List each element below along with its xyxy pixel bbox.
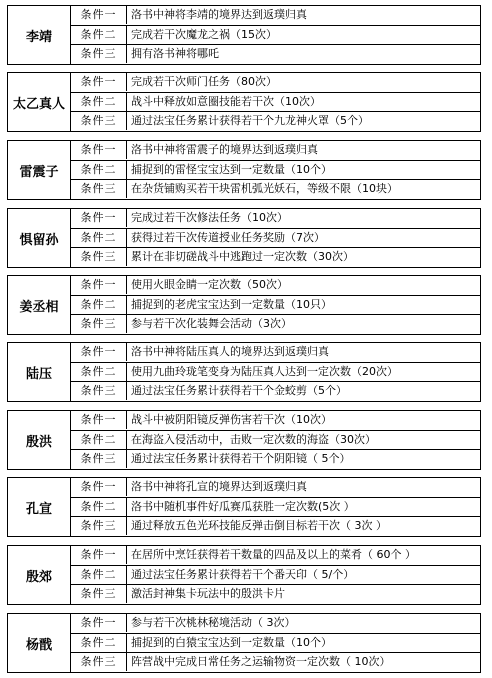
condition-text: 阵营战中完成日常任务之运输物资一定次数（ 10次） [131, 655, 391, 668]
condition-row [71, 314, 480, 333]
condition-rows [71, 6, 480, 64]
condition-text: 洛书中神将陆压真人的境界达到返璞归真 [131, 345, 329, 358]
character-name: 李靖 [8, 6, 71, 64]
condition-label: 条件一 [71, 73, 127, 91]
condition-rows [71, 614, 480, 672]
condition-row [71, 179, 480, 198]
character-block [7, 140, 481, 200]
condition-text: 使用九曲玲珑笔变身为陆压真人达到一定次数（20次） [131, 365, 398, 378]
condition-text: 获得过若干次传道授业任务奖励（7次） [131, 231, 325, 244]
condition-text: 通过法宝任务累计获得若干个九龙神火罩（5个） [131, 114, 369, 127]
condition-label: 条件一 [71, 343, 127, 361]
condition-text: 参与若干次桃林秘境活动（ 3次） [131, 616, 296, 629]
condition-row [71, 411, 480, 429]
character-name: 姜丞相 [8, 276, 71, 334]
condition-text: 参与若干次化装舞会活动（3次） [131, 317, 292, 330]
condition-row [71, 228, 480, 247]
condition-text: 完成过若干次修法任务（10次） [131, 211, 288, 224]
condition-label: 条件一 [71, 614, 127, 632]
condition-text: 累计在非切磋战斗中逃跑过一定次数（30次） [131, 250, 354, 263]
character-name: 太乙真人 [8, 73, 71, 131]
condition-row [71, 141, 480, 159]
condition-text: 通过法宝任务累计获得若干个阴阳镜（ 5个） [131, 452, 351, 465]
condition-row [71, 449, 480, 468]
condition-text: 通过法宝任务累计获得若干个番天印（ 5/个） [131, 568, 355, 581]
condition-row [71, 478, 480, 496]
condition-text: 捕捉到的白猿宝宝达到一定数量（10个） [131, 636, 332, 649]
condition-row [71, 6, 480, 24]
condition-text: 在杂货铺购买若干块雷机弧光妖石，等级不限（10块） [131, 182, 398, 195]
condition-label: 条件二 [71, 566, 127, 584]
condition-text: 在居所中烹饪获得若干数量的四品及以上的菜肴（ 60个 ） [131, 548, 416, 561]
condition-rows [71, 478, 480, 536]
condition-label: 条件三 [71, 517, 127, 535]
condition-text: 完成若干次魔龙之祸（15次） [131, 28, 277, 41]
character-name: 陆压 [8, 343, 71, 401]
condition-row [71, 584, 480, 603]
character-block [7, 545, 481, 605]
character-block [7, 410, 481, 470]
condition-rows [71, 209, 480, 267]
character-block [7, 275, 481, 335]
character-block [7, 342, 481, 402]
condition-label: 条件三 [71, 585, 127, 603]
condition-text: 通过法宝任务累计获得若干个金蛟剪（5个） [131, 384, 347, 397]
condition-text: 拥有洛书神将哪吒 [131, 47, 219, 60]
condition-text: 洛书中神将孔宣的境界达到返璞归真 [131, 480, 307, 493]
condition-label: 条件二 [71, 93, 127, 111]
condition-row [71, 652, 480, 671]
condition-text: 战斗中被阴阳镜反弹伤害若干次（10次） [131, 413, 332, 426]
condition-label: 条件三 [71, 315, 127, 333]
character-name: 杨戬 [8, 614, 71, 672]
condition-label: 条件二 [71, 634, 127, 652]
character-name: 雷震子 [8, 141, 71, 199]
condition-text: 在海盗入侵活动中，击败一定次数的海盗（30次） [131, 433, 376, 446]
condition-text: 完成若干次师门任务（80次） [131, 75, 277, 88]
condition-label: 条件二 [71, 498, 127, 516]
character-block [7, 5, 481, 65]
condition-row [71, 111, 480, 130]
condition-label: 条件三 [71, 382, 127, 400]
condition-row [71, 295, 480, 314]
character-block [7, 613, 481, 673]
condition-label: 条件二 [71, 296, 127, 314]
condition-label: 条件三 [71, 45, 127, 63]
condition-label: 条件一 [71, 141, 127, 159]
condition-rows [71, 411, 480, 469]
condition-text: 洛书中随机事件好瓜赛瓜获胜一定次数(5次 ） [131, 500, 355, 513]
condition-label: 条件一 [71, 209, 127, 227]
condition-row [71, 73, 480, 91]
condition-rows [71, 546, 480, 604]
character-name: 孔宣 [8, 478, 71, 536]
condition-label: 条件三 [71, 180, 127, 198]
condition-label: 条件一 [71, 478, 127, 496]
condition-label: 条件二 [71, 431, 127, 449]
condition-row [71, 565, 480, 584]
condition-row [71, 160, 480, 179]
condition-row [71, 362, 480, 381]
condition-row [71, 633, 480, 652]
character-name: 殷郊 [8, 546, 71, 604]
condition-row [71, 276, 480, 294]
character-block [7, 477, 481, 537]
condition-text: 激活封神集卡玩法中的殷洪卡片 [131, 587, 285, 600]
character-block [7, 72, 481, 132]
condition-row [71, 614, 480, 632]
condition-row [71, 497, 480, 516]
character-name: 惧留孙 [8, 209, 71, 267]
condition-label: 条件一 [71, 6, 127, 24]
condition-rows [71, 73, 480, 131]
condition-label: 条件一 [71, 276, 127, 294]
character-block [7, 208, 481, 268]
condition-row [71, 209, 480, 227]
condition-row [71, 546, 480, 564]
condition-row [71, 92, 480, 111]
condition-row [71, 25, 480, 44]
condition-label: 条件一 [71, 546, 127, 564]
condition-row [71, 516, 480, 535]
condition-text: 洛书中神将雷震子的境界达到返璞归真 [131, 143, 318, 156]
condition-rows [71, 276, 480, 334]
condition-label: 条件三 [71, 248, 127, 266]
condition-label: 条件二 [71, 26, 127, 44]
condition-text: 捕捉到的老虎宝宝达到一定数量（10只） [131, 298, 332, 311]
condition-label: 条件二 [71, 363, 127, 381]
condition-row [71, 430, 480, 449]
condition-row [71, 247, 480, 266]
condition-row [71, 44, 480, 63]
condition-row [71, 381, 480, 400]
condition-label: 条件二 [71, 229, 127, 247]
condition-text: 捕捉到的雷怪宝宝达到一定数量（10个） [131, 163, 332, 176]
condition-rows [71, 343, 480, 401]
condition-label: 条件三 [71, 450, 127, 468]
condition-label: 条件一 [71, 411, 127, 429]
condition-label: 条件三 [71, 653, 127, 671]
condition-label: 条件二 [71, 161, 127, 179]
condition-label: 条件三 [71, 112, 127, 130]
condition-row [71, 343, 480, 361]
condition-text: 战斗中释放如意圈技能若干次（10次） [131, 95, 321, 108]
condition-text: 通过释放五色光环技能反弹击倒目标若干次（ 3次 ） [131, 519, 387, 532]
condition-text: 洛书中神将李靖的境界达到返璞归真 [131, 8, 307, 21]
character-name: 殷洪 [8, 411, 71, 469]
condition-text: 使用火眼金睛一定次数（50次） [131, 278, 288, 291]
condition-rows [71, 141, 480, 199]
